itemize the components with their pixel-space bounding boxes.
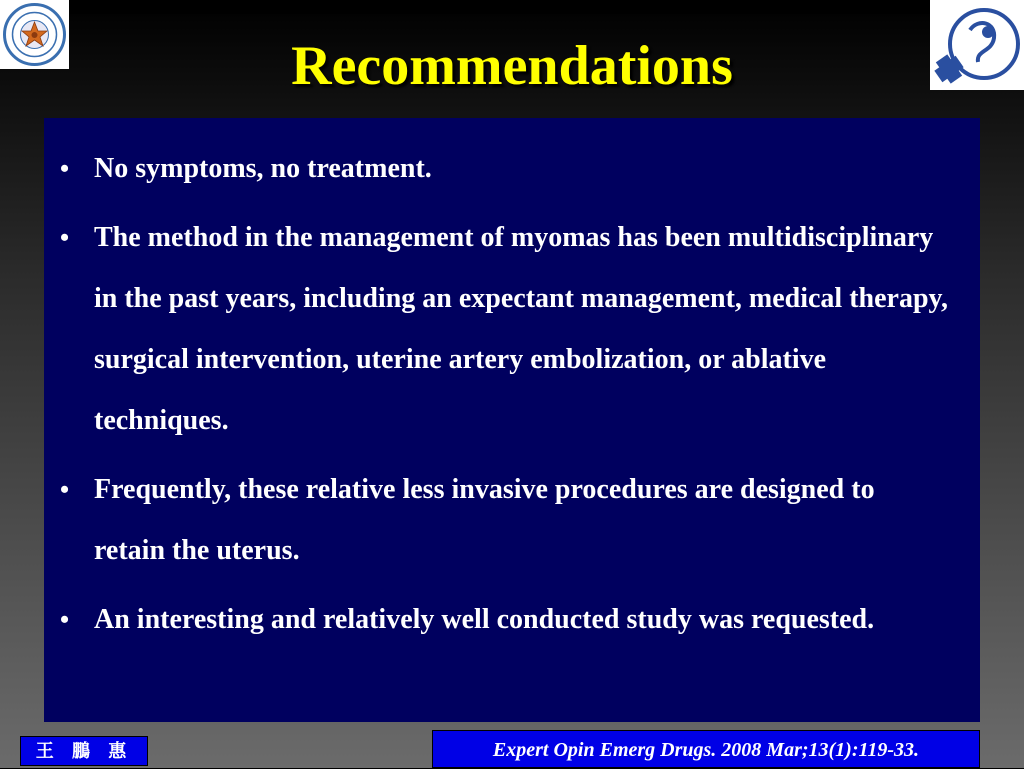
bullet-item	[54, 589, 950, 650]
bullet-item	[54, 138, 950, 199]
author-name: 王 鵬 惠	[20, 736, 148, 766]
top-band	[70, 0, 930, 14]
bullet-text: The method in the management of myomas has been multidisciplinary in the past years, including an expectant management, medical therapy, surgical intervention, uterine artery embolization, or ablative techniques.	[94, 222, 948, 436]
bullet-text: No symptoms, no treatment.	[94, 153, 432, 184]
bullet-marker: •	[60, 154, 70, 183]
content-panel	[44, 118, 980, 722]
bullet-marker: •	[60, 475, 70, 504]
bullet-text: Frequently, these relative less invasive procedures are designed to retain the uterus.	[94, 474, 875, 566]
bullet-item	[54, 459, 950, 581]
citation: Expert Opin Emerg Drugs. 2008 Mar;13(1):119-33.	[432, 730, 980, 768]
bullet-marker: •	[60, 605, 70, 634]
slide-title: Recommendations	[291, 35, 733, 97]
bullet-list	[54, 138, 950, 650]
bullet-item	[54, 207, 950, 451]
bullet-text: An interesting and relatively well conducted study was requested.	[94, 604, 875, 635]
bullet-marker: •	[60, 223, 70, 252]
